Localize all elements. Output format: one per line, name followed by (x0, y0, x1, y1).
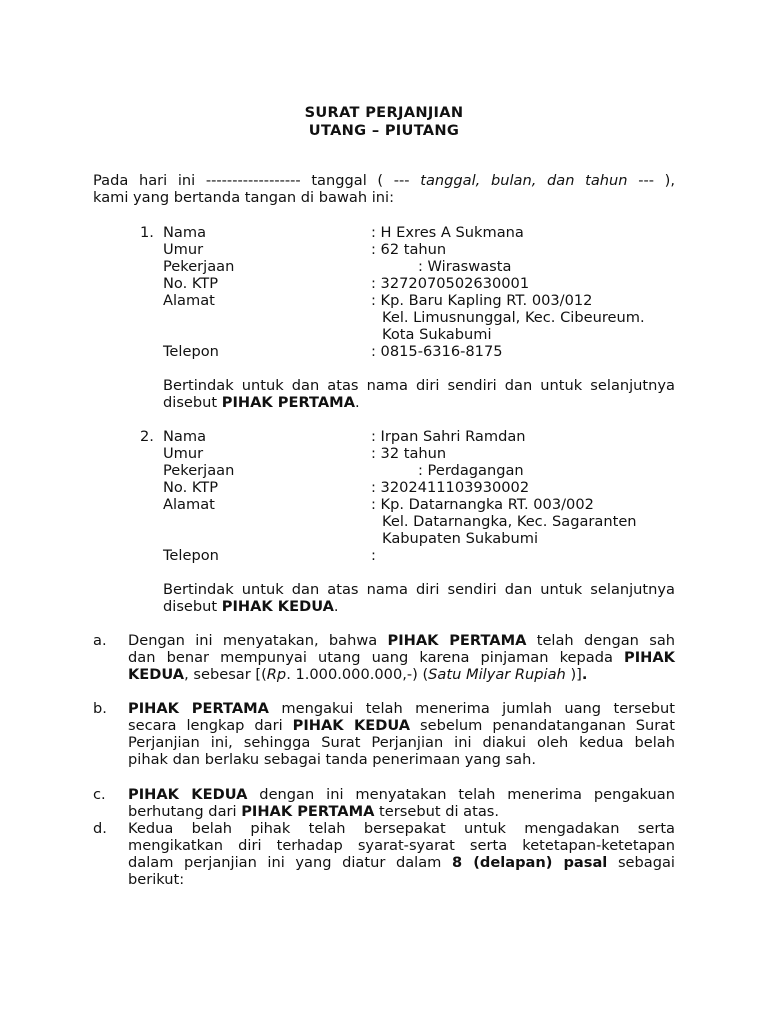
party2-umur: : 32 tahun (371, 445, 447, 462)
party2-label-ktp: No. KTP (163, 479, 219, 496)
party2-number: 2. (140, 428, 154, 445)
party1-label-telepon: Telepon (163, 343, 219, 360)
party1-alamat-line1: : Kp. Baru Kapling RT. 003/012 (371, 292, 593, 309)
clause-c-line1: PIHAK KEDUA dengan ini menyatakan telah menerima pengakuan (128, 786, 675, 803)
intro-line1: Pada hari ini ------------------ tanggal ( --- tanggal, bulan, dan tahun --- ), (93, 172, 675, 189)
party2-label-umur: Umur (163, 445, 204, 462)
party1-label-pekerjaan: Pekerjaan (163, 258, 235, 275)
clause-b-letter: b. (93, 700, 107, 717)
party2-act-line2: disebut PIHAK KEDUA. (163, 598, 339, 615)
clause-b-line3: Perjanjian ini, sehingga Surat Perjanjian ini diakui oleh kedua belah (128, 734, 675, 751)
clause-a-line3: KEDUA, sebesar [(Rp. 1.000.000.000,-) (Satu Milyar Rupiah )]. (128, 666, 588, 683)
party2-alamat-line3: Kabupaten Sukabumi (382, 530, 538, 547)
party2-label-pekerjaan: Pekerjaan (163, 462, 235, 479)
party2-act-line1: Bertindak untuk dan atas nama diri sendiri dan untuk selanjutnya (163, 581, 675, 598)
clause-a-line2: dan benar mempunyai utang uang karena pinjaman kepada PIHAK (128, 649, 675, 666)
clause-a-line1: Dengan ini menyatakan, bahwa PIHAK PERTAMA telah dengan sah (128, 632, 676, 649)
clause-d-line2: mengikatkan diri terhadap syarat-syarat serta ketetapan-ketetapan (128, 837, 675, 854)
clause-d-line4: berikut: (128, 871, 185, 888)
clause-c-line2: berhutang dari PIHAK PERTAMA tersebut di atas. (128, 803, 500, 820)
clause-b-line1: PIHAK PERTAMA mengakui telah menerima jumlah uang tersebut (128, 700, 675, 717)
intro-line2: kami yang bertanda tangan di bawah ini: (93, 189, 394, 206)
party2-ktp: : 3202411103930002 (371, 479, 530, 496)
clause-a-letter: a. (93, 632, 107, 649)
party1-umur: : 62 tahun (371, 241, 447, 258)
document-title-line2: UTANG – PIUTANG (308, 122, 460, 139)
party1-telepon: : 0815-6316-8175 (371, 343, 503, 360)
party1-label-nama: Nama (163, 224, 207, 241)
party2-label-alamat: Alamat (163, 496, 215, 513)
party2-telepon: : (371, 547, 376, 564)
clause-b-line2: secara lengkap dari PIHAK KEDUA sebelum penandatanganan Surat (128, 717, 675, 734)
party2-nama: : Irpan Sahri Ramdan (371, 428, 526, 445)
party2-alamat-line2: Kel. Datarnangka, Kec. Sagaranten (382, 513, 637, 530)
party1-nama: : H Exres A Sukmana (371, 224, 524, 241)
party1-label-umur: Umur (163, 241, 204, 258)
party2-alamat-line1: : Kp. Datarnangka RT. 003/002 (371, 496, 594, 513)
party1-act-line2: disebut PIHAK PERTAMA. (163, 394, 360, 411)
party2-pekerjaan: : Perdagangan (418, 462, 524, 479)
clause-c-letter: c. (93, 786, 106, 803)
party2-label-nama: Nama (163, 428, 207, 445)
party1-alamat-line3: Kota Sukabumi (382, 326, 492, 343)
clause-d-line3: dalam perjanjian ini yang diatur dalam 8 (delapan) pasal sebagai (128, 854, 675, 871)
clause-b-line4: pihak dan berlaku sebagai tanda penerimaan yang sah. (128, 751, 536, 768)
party2-label-telepon: Telepon (163, 547, 219, 564)
party1-alamat-line2: Kel. Limusnunggal, Kec. Cibeureum. (382, 309, 645, 326)
clause-d-letter: d. (93, 820, 107, 837)
document-title-line1: SURAT PERJANJIAN (304, 104, 464, 121)
party1-act-line1: Bertindak untuk dan atas nama diri sendiri dan untuk selanjutnya (163, 377, 675, 394)
party1-ktp: : 3272070502630001 (371, 275, 530, 292)
party1-number: 1. (140, 224, 154, 241)
clause-d-line1: Kedua belah pihak telah bersepakat untuk mengadakan serta (128, 820, 675, 837)
party1-label-ktp: No. KTP (163, 275, 219, 292)
party1-label-alamat: Alamat (163, 292, 215, 309)
party1-pekerjaan: : Wiraswasta (418, 258, 512, 275)
